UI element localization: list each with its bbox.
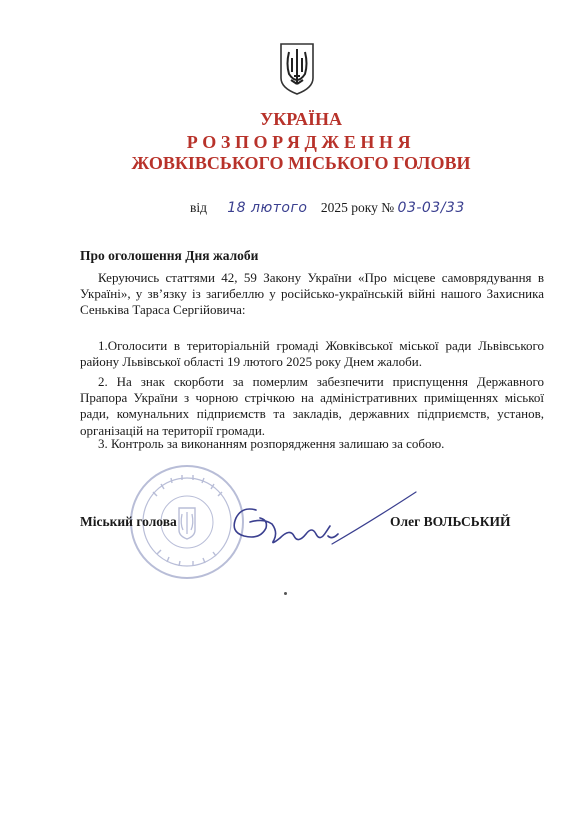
signatory-name: Олег ВОЛЬСЬКИЙ xyxy=(390,514,511,529)
item-2-paragraph: 2. На знак скорботи за померлим забезпечити приспущення Державного Прапора України з чорною стрічкою на адміністративних приміщеннях міської ради, комунальних підприємств та закладів, державних підприємств, установ, організацій на території громади. xyxy=(80,374,544,438)
issuer-heading: ЖОВКІВСЬКОГО МІСЬКОГО ГОЛОВИ xyxy=(131,153,471,173)
date-number-line xyxy=(190,200,465,216)
item-1-paragraph: 1.Оголосити в територіальній громаді Жовківської міської ради Львівського району Львівської області 19 лютого 2025 року Днем жалоби. xyxy=(80,338,544,370)
handwritten-number: 03-03/33 xyxy=(397,200,465,216)
preamble-paragraph: Керуючись статтями 42, 59 Закону України «Про місцеве самоврядування в Україні», у зв’язку із загибеллю у російсько-українській війні нашого Захисника Сеньківа Тараса Сергійовича: xyxy=(80,270,544,318)
signatory-position: Міський голова xyxy=(80,514,177,529)
item-3-paragraph: 3. Контроль за виконанням розпорядження залишаю за собою. xyxy=(98,436,445,451)
date-prefix: від xyxy=(190,200,207,215)
handwritten-date: 18 лютого xyxy=(227,200,308,216)
trident-emblem-icon xyxy=(277,40,317,96)
number-sign: № xyxy=(381,200,395,215)
document-subject: Про оголошення Дня жалоби xyxy=(80,248,259,263)
country-heading: УКРАЇНА xyxy=(260,109,342,129)
year-word: року xyxy=(351,200,378,215)
document-type-heading: РОЗПОРЯДЖЕННЯ xyxy=(186,132,416,152)
year: 2025 xyxy=(320,200,348,215)
scan-speck xyxy=(284,592,287,595)
